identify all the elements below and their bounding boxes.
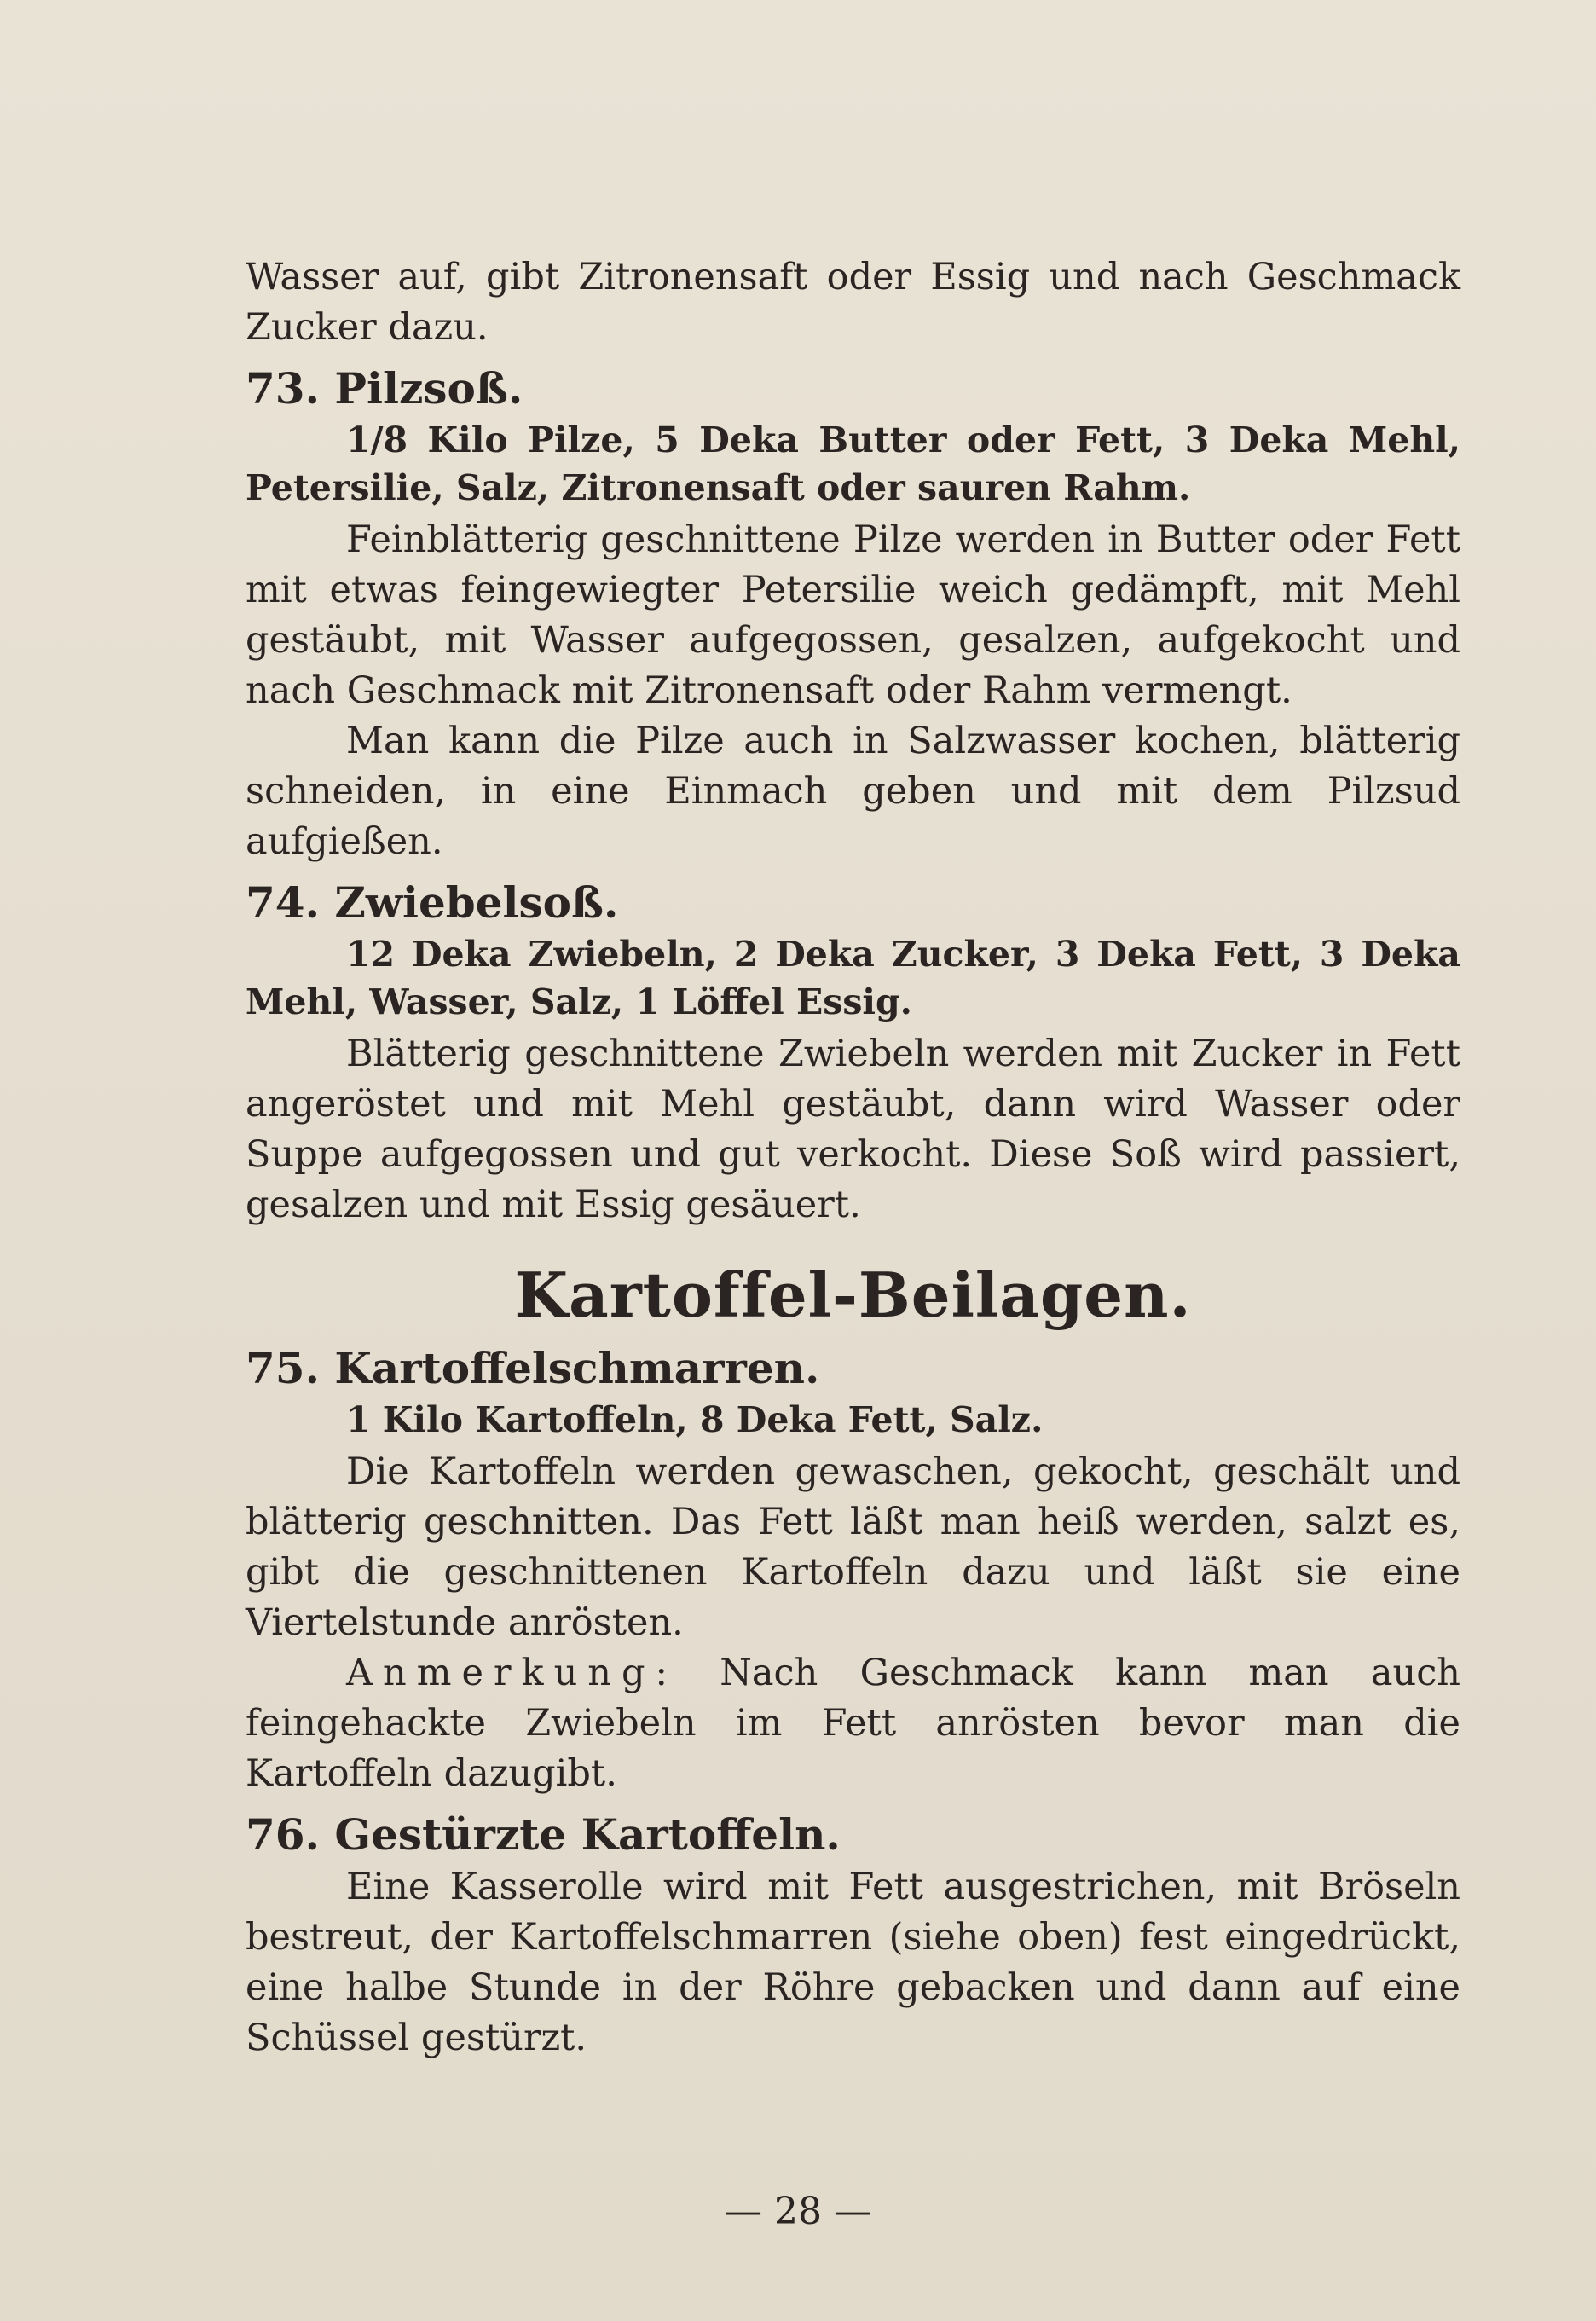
recipe-74: [246, 876, 1460, 1230]
page-number: — 28 —: [725, 2190, 871, 2233]
recipe-title: Gestürzte Kartoffeln.: [334, 1809, 841, 1860]
recipe-number: 73.: [246, 363, 320, 414]
recipe-note: [246, 1648, 1460, 1799]
recipe-73: [246, 362, 1460, 867]
recipe-ingredients: 1 Kilo Kartoffeln, 8 Deka Fett, Salz.: [346, 1399, 1044, 1440]
note-text: Nach Geschmack kann man auch feingehackte Zwiebeln im Fett anrösten bevor man die Kartoffeln dazugibt.: [246, 1652, 1460, 1795]
recipe-paragraph: Die Kartoffeln werden gewaschen, gekocht, geschält und blätterig geschnitten. Das Fett läßt man heiß werden, salzt es, gibt die geschnittenen Kartoffeln dazu und läßt sie eine Viertelstunde anrösten.: [246, 1450, 1460, 1644]
recipe-title: Pilzsoß.: [334, 363, 523, 414]
recipe-heading: [246, 876, 1460, 930]
note-label: Anmerkung:: [346, 1652, 678, 1694]
recipe-number: 75.: [246, 1343, 320, 1393]
recipe-paragraph: Eine Kasserolle wird mit Fett ausgestrichen, mit Bröseln bestreut, der Kartoffelschmarren (siehe oben) fest eingedrückt, eine halbe Stunde in der Röhre gebacken und dann auf eine Schüssel gestürzt.: [246, 1866, 1460, 2059]
recipe-heading: [246, 362, 1460, 416]
recipe-76: [246, 1808, 1460, 2063]
recipe-number: 76.: [246, 1809, 320, 1860]
recipe-heading: [246, 1341, 1460, 1396]
recipe-paragraph: Man kann die Pilze auch in Salzwasser kochen, blätterig schneiden, in eine Einmach geben und mit dem Pilzsud aufgießen.: [246, 720, 1460, 863]
recipe-paragraph: Feinblätterig geschnittene Pilze werden in Butter oder Fett mit etwas feingewiegter Petersilie weich gedämpft, mit Mehl gestäubt, mit Wasser aufgegossen, gesalzen, aufgekocht und nach Geschmack mit Zitronensaft oder Rahm vermengt.: [246, 518, 1460, 712]
recipe-heading: [246, 1808, 1460, 1862]
recipe-ingredients: 1/8 Kilo Pilze, 5 Deka Butter oder Fett, 3 Deka Mehl, Petersilie, Salz, Zitronensaft oder sauren Rahm.: [246, 420, 1460, 508]
recipe-ingredients: 12 Deka Zwiebeln, 2 Deka Zucker, 3 Deka Fett, 3 Deka Mehl, Wasser, Salz, 1 Löffel Essig.: [246, 934, 1460, 1022]
recipe-75: [246, 1341, 1460, 1799]
intro-paragraph: Wasser auf, gibt Zitronensaft oder Essig und nach Geschmack Zucker dazu.: [246, 256, 1460, 349]
recipe-paragraph: Blätterig geschnittene Zwiebeln werden mit Zucker in Fett angeröstet und mit Mehl gestäubt, dann wird Wasser oder Suppe aufgegossen und gut verkocht. Diese Soß wird passiert, gesalzen und mit Essig gesäuert.: [246, 1033, 1460, 1226]
recipe-title: Kartoffelschmarren.: [334, 1343, 820, 1393]
section-title: Kartoffel-Beilagen.: [514, 1259, 1192, 1331]
page-content: [246, 252, 1460, 2063]
recipe-number: 74.: [246, 877, 320, 928]
recipe-title: Zwiebelsoß.: [334, 877, 619, 928]
